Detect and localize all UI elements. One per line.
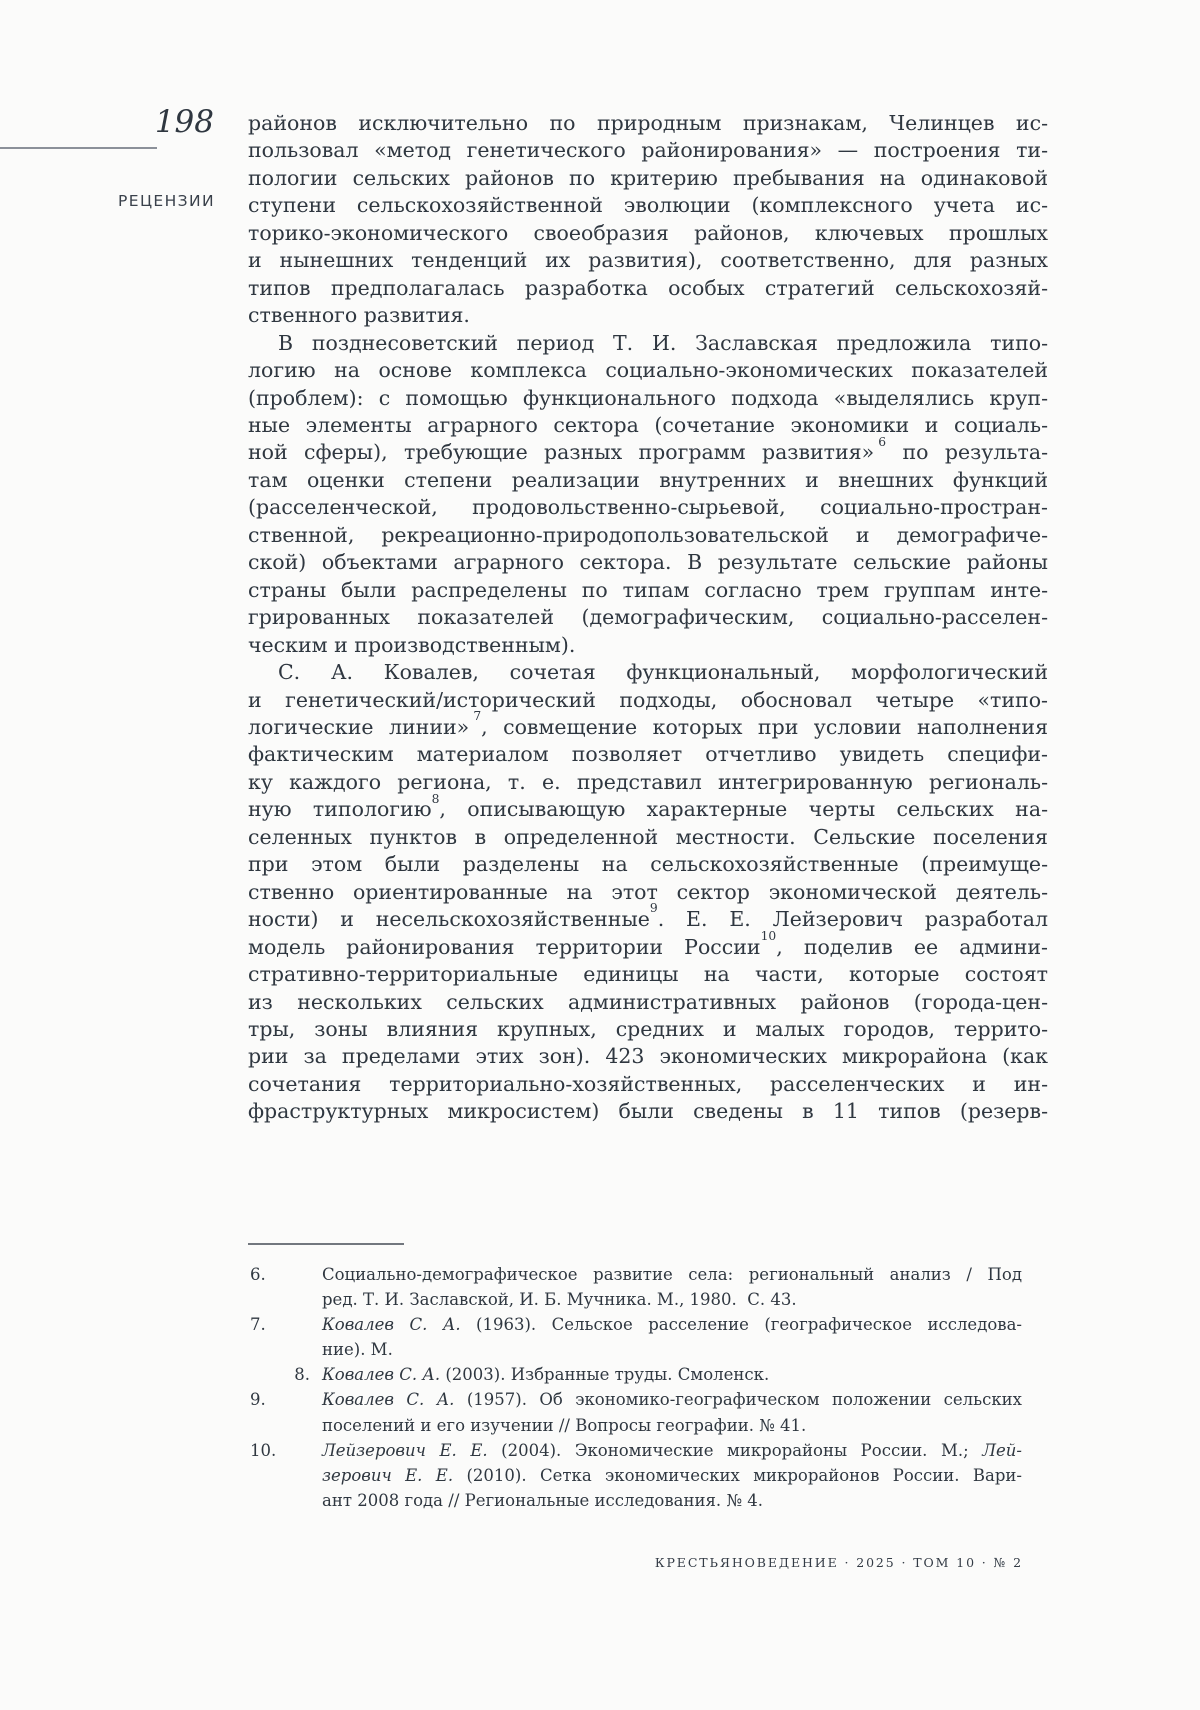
text-line: логию на основе комплекса социально-экономических показателей [248, 358, 1048, 383]
text-line: С. А. Ковалев, сочетая функциональный, морфологический [278, 660, 1048, 685]
text-line: ные элементы аграрного сектора (сочетание экономики и социаль- [248, 412, 1048, 437]
text-line: страны были распределены по типам согласно трем группам инте- [248, 577, 1048, 602]
text-line: грированных показателей (демографическим, социально-расселен- [248, 605, 1048, 630]
text-line: фраструктурных микросистем) были сведены в 11 типов (резерв- [248, 1099, 1048, 1124]
italic-text: зерович Е. Е. [322, 1465, 454, 1485]
footnote-number: 6. [250, 1265, 266, 1284]
text-line: ку каждого региона, т. е. представил интегрированную региональ- [248, 769, 1048, 794]
footnote-line: 6. Социально-демографическое развитие села: региональный анализ / Под [322, 1262, 1022, 1287]
footnote-line: зерович Е. Е. (2010). Сетка экономических микрорайонов России. Вари- [322, 1465, 1023, 1485]
text-line: ской) объектами аграрного сектора. В результате сельские районы [248, 550, 1048, 575]
italic-text: Ковалев С. А. [322, 1365, 441, 1385]
text-line: ственно ориентированные на этот сектор экономической деятель- [248, 879, 1048, 904]
footnote-reference: 6 [878, 434, 887, 449]
text-line: и нынешних тенденций их развития), соответственно, для разных [248, 248, 1048, 273]
footnote-line: 10. Лейзерович Е. Е. (2004). Экономические микрорайоны России. М.; Лей- [322, 1438, 1022, 1463]
text-line: из нескольких сельских административных районов (города-цен- [248, 989, 1048, 1014]
text-line: стративно-территориальные единицы на части, которые состоят [248, 962, 1048, 987]
text-line: селенных пунктов в определенной местности. Сельские поселения [248, 824, 1048, 849]
text-line: В позднесоветский период Т. И. Заславская предложила типо- [278, 330, 1048, 355]
text-line: ступени сельскохозяйственной эволюции (комплексного учета ис- [248, 193, 1048, 218]
footnote-line: ние). М. [322, 1340, 393, 1360]
article-body-text [248, 110, 1048, 1126]
italic-text: Лейзерович Е. Е. [322, 1440, 488, 1460]
text-line: модель районирования территории России$^{10}$, поделив ее админи- [248, 928, 1048, 959]
text-line: торико-экономического своеобразия районов, ключевых прошлых [248, 220, 1048, 245]
margin-rule [0, 147, 157, 149]
page-number: 198 [154, 104, 214, 140]
section-label: РЕЦЕНЗИИ [118, 192, 215, 210]
footnote-line: 7. Ковалев С. А. (1963). Сельское расселение (географическое исследова- [322, 1312, 1022, 1337]
text-line: (проблем): с помощью функционального подхода «выделялись круп- [248, 385, 1048, 410]
text-line: при этом были разделены на сельскохозяйственные (преимуще- [248, 852, 1048, 877]
italic-text: Ковалев С. А. [322, 1315, 461, 1335]
footnotes-block [250, 1262, 1023, 1513]
footnote-line: ред. Т. И. Заславской, И. Б. Мучника. М., 1980. С. 43. [322, 1290, 797, 1310]
footnote-line: 8. Ковалев С. А. (2003). Избранные труды. Смоленск. [322, 1362, 1022, 1387]
text-line: районов исключительно по природным признакам, Челинцев ис- [248, 111, 1048, 135]
text-line: ственной, рекреационно-природопользовательской и демографиче- [248, 522, 1048, 547]
footnote-reference: 9 [649, 901, 658, 916]
footnote-separator-rule [248, 1243, 404, 1245]
footnote-line: поселений и его изучении // Вопросы географии. № 41. [322, 1415, 807, 1435]
text-line: и генетический/исторический подходы, обосновал четыре «типо- [248, 687, 1048, 712]
footnote-reference: 10 [760, 928, 777, 943]
journal-footer: КРЕСТЬЯНОВЕДЕНИЕ · 2025 · ТОМ 10 · № 2 [654, 1555, 1023, 1570]
footnote-line: 9. Ковалев С. А. (1957). Об экономико-географическом положении сельских [322, 1387, 1022, 1412]
text-line: логические линии» $^7$, совмещение которых при условии наполнения [248, 709, 1048, 739]
text-line: ной сферы), требующие разных программ развития» $^6$ по результа- [248, 434, 1048, 465]
italic-text: Ковалев С. А. [322, 1390, 455, 1410]
text-line: (расселенческой, продовольственно-сырьевой, социально-простран- [248, 495, 1048, 520]
text-line: тры, зоны влияния крупных, средних и малых городов, террито- [248, 1016, 1048, 1041]
text-line: пользовал «метод генетического районирования» — построения ти- [248, 138, 1048, 163]
text-line: типов предполагалась разработка особых стратегий сельскохозяй- [248, 275, 1048, 300]
text-line: ческим и производственным). [248, 632, 576, 657]
text-line: пологии сельских районов по критерию пребывания на одинаковой [248, 165, 1048, 190]
text-line: ную типологию$^8$, описывающую характерные черты сельских на- [248, 791, 1048, 822]
footnote-number: 10. [250, 1440, 277, 1460]
text-line: ности) и несельскохозяйственные$^9$. Е. Е. Лейзерович разработал [248, 901, 1048, 932]
footnote-number: 8. [294, 1365, 310, 1385]
text-line: рии за пределами этих зон). 423 экономических микрорайона (как [248, 1044, 1048, 1069]
footnote-reference: 8 [431, 791, 440, 806]
footnote-number: 7. [250, 1315, 266, 1335]
text-line: ственного развития. [248, 303, 470, 328]
footnote-line: ант 2008 года // Региональные исследования. № 4. [322, 1490, 763, 1510]
text-line: там оценки степени реализации внутренних и внешних функций [248, 467, 1048, 492]
text-line: фактическим материалом позволяет отчетливо увидеть специфи- [248, 742, 1048, 767]
footnote-reference: 7 [473, 709, 482, 724]
footnote-number: 9. [250, 1390, 266, 1410]
italic-text: Лей- [982, 1440, 1022, 1460]
text-line: сочетания территориально-хозяйственных, расселенческих и ин- [248, 1071, 1048, 1096]
